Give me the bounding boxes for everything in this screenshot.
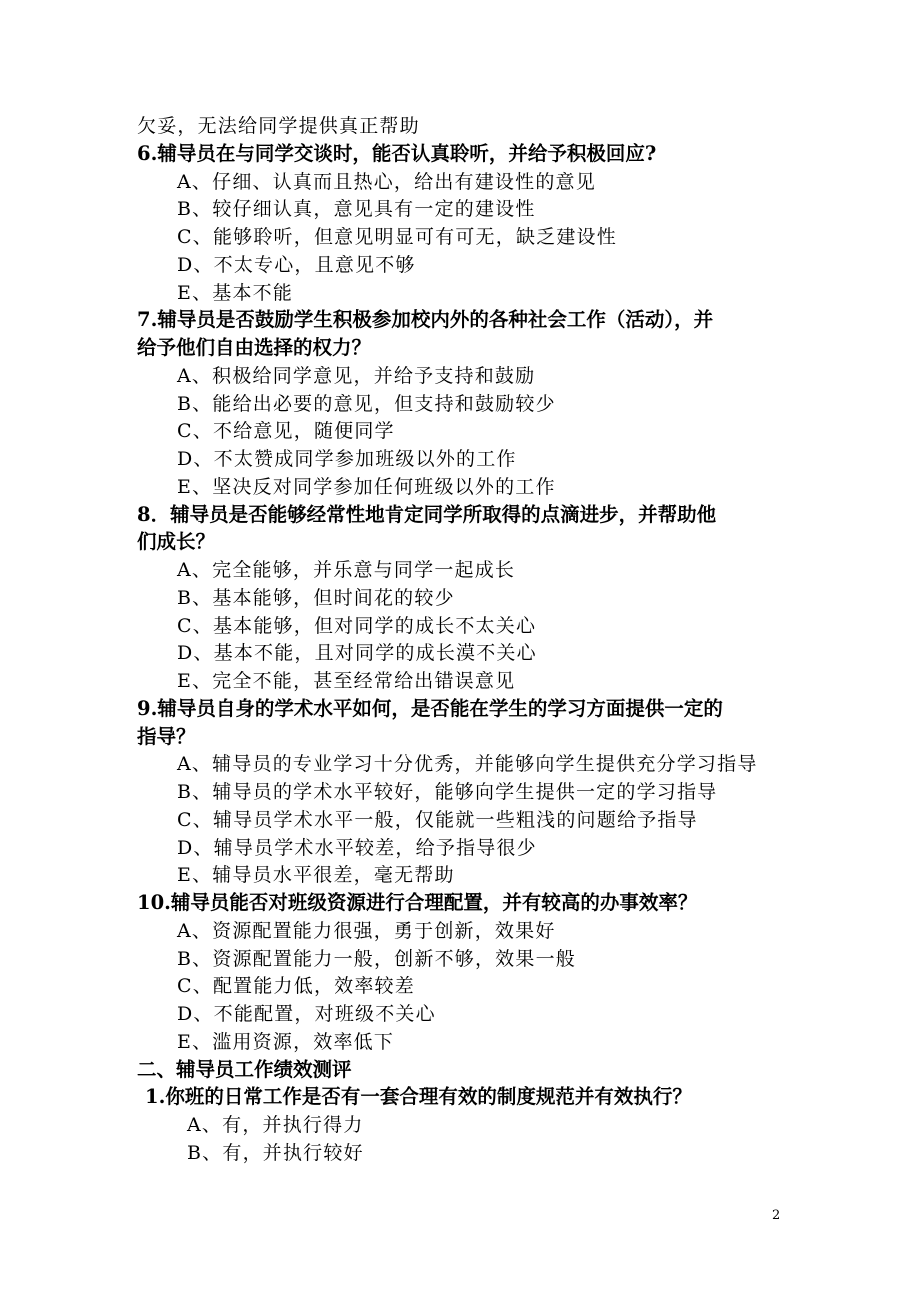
- option-line: C、基本能够，但对同学的成长不太关心: [177, 614, 537, 637]
- option-line: C、配置能力低，效率较差: [177, 975, 415, 998]
- option-line: A、有，并执行得力: [187, 1114, 364, 1136]
- option-line: A、完全能够，并乐意与同学一起成长: [177, 559, 516, 581]
- option-line: E、坚决反对同学参加任何班级以外的工作: [177, 475, 556, 498]
- option-line: B、辅导员的学术水平较好，能够向学生提供一定的学习指导: [177, 781, 718, 803]
- question-line: 10.辅导员能否对班级资源进行合理配置，并有较高的办事效率？: [137, 891, 698, 914]
- option-line: B、有，并执行较好: [187, 1141, 364, 1164]
- question-line: 6.辅导员在与同学交谈时，能否认真聆听，并给予积极回应?: [137, 141, 657, 165]
- option-line: B、基本能够，但时间花的较少: [177, 586, 455, 609]
- option-line: B、资源配置能力一般，创新不够，效果一般: [177, 947, 576, 970]
- option-line: D、不能配置，对班级不关心: [177, 1003, 436, 1025]
- option-line: D、不太赞成同学参加班级以外的工作: [177, 448, 517, 470]
- question-line: 指导？: [137, 724, 196, 748]
- option-line: D、基本不能，且对同学的成长漠不关心: [177, 642, 537, 665]
- question-line: 1.你班的日常工作是否有一套合理有效的制度规范并有效执行？: [145, 1085, 692, 1109]
- option-line: C、辅导员学术水平一般，仅能就一些粗浅的问题给予指导: [177, 808, 698, 831]
- question-line: 8．辅导员是否能够经常性地肯定同学所取得的点滴进步，并帮助他: [137, 502, 717, 526]
- option-line: D、不太专心，且意见不够: [177, 253, 416, 276]
- question-line: 给予他们自由选择的权力？: [137, 336, 372, 359]
- option-line: E、基本不能: [177, 281, 294, 304]
- page-number: 2: [772, 1208, 781, 1223]
- option-line: E、滥用资源，效率低下: [177, 1030, 395, 1053]
- question-line: 们成长？: [137, 530, 216, 554]
- option-line: E、辅导员水平很差，毫无帮助: [177, 864, 455, 887]
- question-line: 9.辅导员自身的学术水平如何，是否能在学生的学习方面提供一定的: [137, 696, 723, 720]
- option-line: B、能给出必要的意见，但支持和鼓励较少: [177, 392, 556, 415]
- option-line: E、完全不能，甚至经常给出错误意见: [177, 670, 516, 692]
- option-line: D、辅导员学术水平较差，给予指导很少: [177, 836, 537, 859]
- option-line: B、较仔细认真，意见具有一定的建设性: [177, 198, 536, 221]
- option-line: A、辅导员的专业学习十分优秀，并能够向学生提供充分学习指导: [177, 753, 758, 776]
- question-line: 7.辅导员是否鼓励学生积极参加校内外的各种社会工作（活动），并: [137, 308, 714, 332]
- option-line: C、能够聆听，但意见明显可有可无，缺乏建设性: [177, 226, 617, 248]
- section-heading: 二、辅导员工作绩效测评: [137, 1057, 352, 1081]
- option-line: A、仔细、认真而且热心，给出有建设性的意见: [177, 170, 596, 193]
- option-continuation: 欠妥，无法给同学提供真正帮助: [137, 115, 420, 137]
- option-line: A、积极给同学意见，并给予支持和鼓励: [177, 364, 536, 387]
- option-line: A、资源配置能力很强，勇于创新，效果好: [177, 919, 556, 942]
- option-line: C、不给意见，随便同学: [177, 420, 395, 443]
